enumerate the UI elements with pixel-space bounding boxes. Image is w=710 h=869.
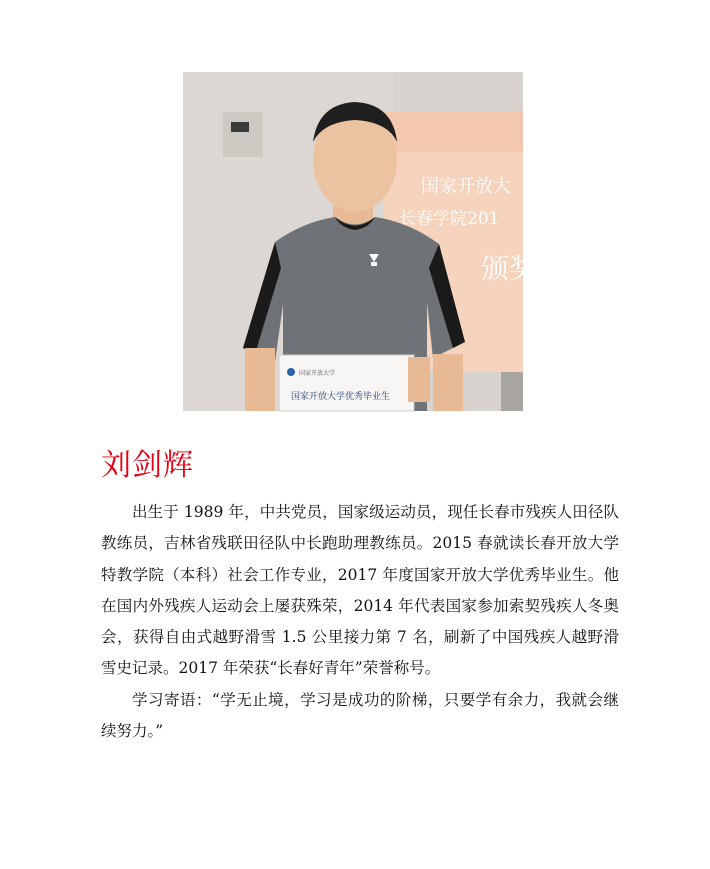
banner-line-1: 国家开放大 — [421, 176, 511, 197]
certificate-title: 国家开放大学优秀毕业生 — [291, 392, 391, 402]
study-message-paragraph: 学习寄语：“学无止境，学习是成功的阶梯，只要学有余力，我就会继续努力。” — [101, 690, 619, 741]
certificate-logo-text: 国家开放大学 — [299, 370, 336, 377]
biography-paragraph: 出生于 1989 年，中共党员，国家级运动员，现任长春市残疾人田径队教练员，吉林省残联田径队中长跑助理教练员。2015 春就读长春开放大学特教学院（本科）社会工作专业，2017 年度国家开放大学优秀毕业生。他在国内外残疾人运动会上屡获殊荣，2014 年代表国家参加索契残疾人冬奥会，获得自由式越野滑雪 1.5 公里接力第 7 名，刷新了中国残疾人越野滑雪史记录。2017 年荣获“长春好青年”荣誉称号。 — [101, 503, 619, 678]
person-name: 刘剑辉 — [101, 448, 194, 483]
banner-line-2: 长春学院201 — [399, 209, 500, 229]
banner-line-3: 颁奖 — [481, 252, 538, 285]
profile-photo — [183, 72, 538, 411]
biography — [101, 497, 619, 747]
